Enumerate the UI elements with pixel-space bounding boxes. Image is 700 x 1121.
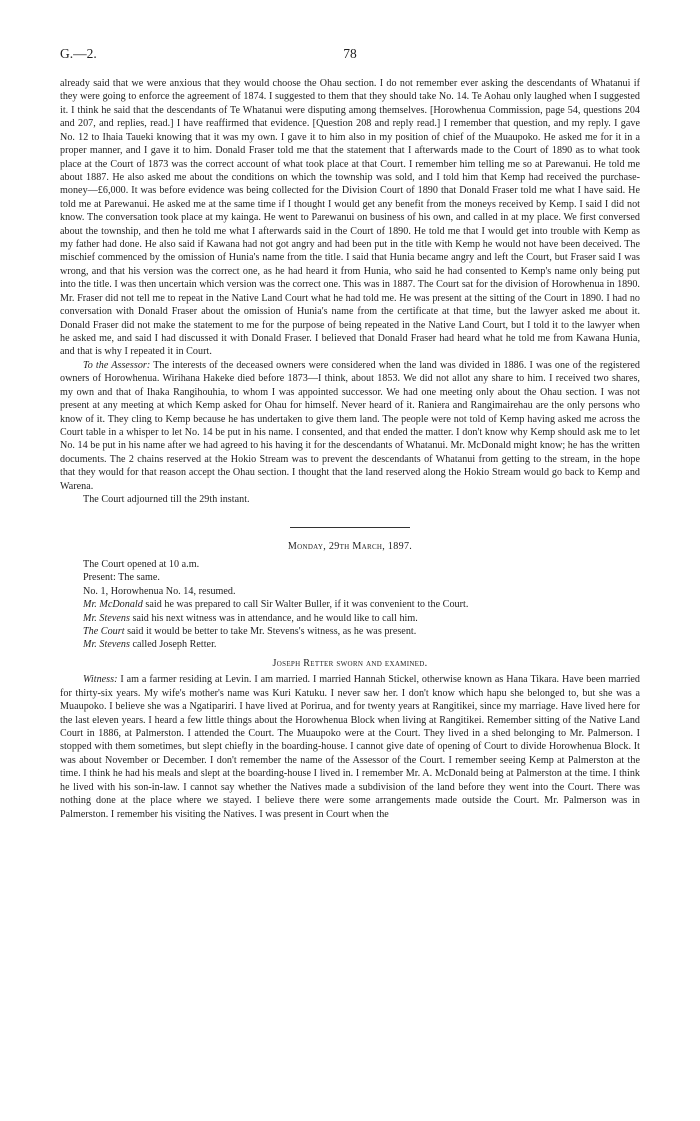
speaker-label: Mr. Stevens bbox=[83, 639, 130, 651]
paragraph: Witness: I am a farmer residing at Levin. I am married. I married Hannah Stickel, otherwise known as Hana Tikara. Have been married for thirty-six years. My wife's mother's name was Kuri Katuku. I never saw her. I don't know which hapu she belonged to, but she was a Muaupoko. I believe she was a Ngatipariri. I have lived at Porirua, and for twenty years at Rangitikei, since my marriage. Have lived here for the last eleven years. I heard a few little things about the Horowhenua Block when living at Rangitikei. Remember sitting of the Native Land Court in 1886, at Palmerston. I attended the Court. The Muaupoko were at the Court. They lived in a shed belonging to Mr. Palmerson. I stopped with them sometimes, but slept chiefly in the boarding-house. I cannot give date of opening of Court to divide Horowhenua Block. It was about November or December. I don't remember the name of the Assessor of the Court. I remember seeing Kemp at Palmerston at the time. I think he had his meals and slept at the boarding-house I lived in. I remember Mr. A. McDonald being at Palmerston at the time. I think he lived with his son-in-law. I cannot say whether the Natives made a subdivision of the land before they went into the Court. There was nothing done at the place where we stayed. I believe there were some arrangements made outside the Court. Mr. Palmerson was in Palmerston. I remember his visiting the Natives. I was present in Court when the bbox=[60, 674, 641, 820]
adjournment-line: The Court adjourned till the 29th instant. bbox=[83, 494, 250, 506]
paragraph: The Court opened at 10 a.m. bbox=[83, 558, 200, 570]
speaker-label: Mr. McDonald bbox=[83, 599, 143, 611]
page-body bbox=[60, 77, 640, 821]
paragraph: The Court said it would be better to take Mr. Stevens's witness, as he was present. bbox=[83, 626, 417, 638]
witness-heading: Joseph Retter sworn and examined. bbox=[272, 657, 428, 669]
speaker-label: Witness: bbox=[83, 674, 118, 686]
paragraph: No. 1, Horowhenua No. 14, resumed. bbox=[83, 585, 236, 597]
paragraph: Present: The same. bbox=[83, 572, 160, 584]
section-divider bbox=[290, 527, 410, 528]
paragraph: Mr. Stevens called Joseph Retter. bbox=[83, 639, 217, 651]
paragraph: Mr. Stevens said his next witness was in attendance, and he would like to call him. bbox=[83, 612, 418, 624]
speaker-label: The Court bbox=[83, 626, 125, 638]
page-header bbox=[60, 46, 640, 64]
speaker-label: To the Assessor: bbox=[83, 359, 151, 371]
paragraph: To the Assessor: The interests of the deceased owners were considered when the land was divided in 1886. I was one of the registered owners of Horowhenua. Wirihana Hakeke died before 1873—I think, about 1853. We did not allot any share to him. I received two shares, my own and that of Ihaka Rangihouhia, to whom I was appointed successor. We had one meeting only about the Ohau section. I was not present at any meeting at which Kemp asked for Ohau for himself. Never heard of it. Raniera and Rangimairehau are the only persons who know of it. They cling to Kemp because he has undertaken to give them land. The people were not told of Kemp having asked me across the Court table in a whisper to let No. 14 be put in his name. I consented, and that ended the matter. I don't know why Kemp should ask me to let No. 14 be put in his name after we had agreed to his having it for the descendants of Whatanui. Mr. McDonald might know; he has the written documents. The 2 chains reserved at the Hokio Stream was to prevent the descendants of Whatanui from getting to the stream, in the hope that they would for that reason accept the Ohau section. I thought that the land reserved along the Hokio Stream would go back to Kemp and Warena. bbox=[60, 359, 640, 492]
paragraph: Mr. McDonald said he was prepared to call Sir Walter Buller, if it was convenient to the Court. bbox=[83, 599, 469, 611]
paragraph: already said that we were anxious that they would choose the Ohau section. I do not remember ever asking the descendants of Whatanui if they were going to enforce the agreement of 1874. I suggested to them that they should take No. 14. Te Aohau only laughed when I suggested it. I think he said that the descendants of Te Whatanui were disputing among themselves. [Horowhenua Commission, page 54, questions 204 and 207, and replies, read.] I have reaffirmed that evidence. [Question 208 and reply read.] I remember that question, and my reply. I gave No. 12 to Ihaia Taueki knowing that it was my own. I gave it to him also in my position of chief of the Muaupoko. He asked me for it in a proper manner, and I gave it to him. Donald Fraser told me that the statement that I afterwards made to the Court of 1890 as to what took place at the Court of 1873 was the correct account of what took place at that Court. I remember him telling me so at Parewanui. He told me about 1887. He also asked me about the conditions on which the township was sold, and I told him that Kemp had received the purchase-money—£6,000. It was before evidence was being collected for the Division Court of 1890 that Donald Fraser told me what I have said. He told me at Parewanui. He asked me at the same time if I thought I would get any benefit from the moneys received by Kemp. I said I did not know. The conversation took place at my kainga. He went to Parewanui on business of his own, and called in at my place. We first conversed about the township, and then he told me what I afterwards said in the Court of 1890. He told me that I would get into trouble with Kemp as my father had done. He also said if Kawana had not got angry and had been put in the title with Kemp he would not have been deceived. The mischief commenced by the omission of Hunia's name from the title. I said that Hunia became angry and left the Court, but Fraser said I was wrong, and that his version was the correct one, as he had heard it from Hunia, who said he had consented to Kemp's name only being put into the title. I was then uncertain which version was the correct one. This was in 1887. The Court sat for the division of Horowhenua in 1890. Mr. Fraser did not tell me to repeat in the Native Land Court what he had told me. He was present at the sitting of the Court in 1890. I had no conversation with Donald Fraser about the omission of Hunia's name from the certificate at that time, but the lawyer asked me about it. Donald Fraser did not make the statement to me for the purpose of being repeated in the Native Land Court, but I told it to the lawyer when he asked me, and said I had discussed it with Donald Fraser. I believed that Donald Fraser had heard what he told me from Kawana Hunia, and that is why I repeated it in Court. bbox=[60, 78, 640, 358]
page-number: 78 bbox=[343, 46, 357, 61]
speaker-label: Mr. Stevens bbox=[83, 612, 130, 624]
document-reference: G.—2. bbox=[60, 46, 97, 61]
session-date-heading: Monday, 29th March, 1897. bbox=[287, 540, 413, 552]
